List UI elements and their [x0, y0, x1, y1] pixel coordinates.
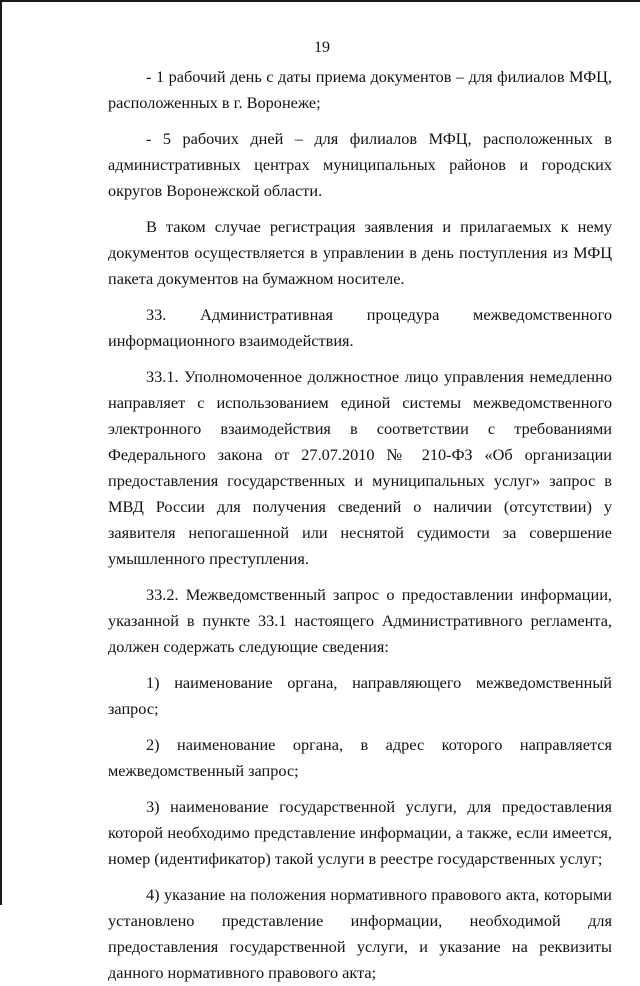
- list-item-3: 3) наименование государственной услуги, для предоставления которой необходимо представление информации, а также, если имеется, номер (идентификатор) такой услуги в реестре государственных услуг;: [108, 797, 612, 868]
- list-item-1: 1) наименование органа, направляющего межведомственный запрос;: [108, 673, 612, 718]
- paragraph-deadline-voronezh: - 1 рабочий день с даты приема документов – для филиалов МФЦ, расположенных в г. Воронеже;: [108, 67, 612, 112]
- paragraph-deadline-districts: - 5 рабочих дней – для филиалов МФЦ, расположенных в административных центрах муниципальных районов и городских округов Воронежской области.: [108, 129, 612, 200]
- paragraph-section-33: 33. Административная процедура межведомственного информационного взаимодействия.: [108, 305, 612, 350]
- paragraph-33-2: 33.2. Межведомственный запрос о предоставлении информации, указанной в пункте 33.1 настоящего Административного регламента, должен содержать следующие сведения:: [108, 585, 612, 656]
- paragraph-registration: В таком случае регистрация заявления и прилагаемых к нему документов осуществляется в управлении в день поступления из МФЦ пакета документов на бумажном носителе.: [108, 217, 612, 288]
- page-number: 19: [314, 39, 330, 56]
- list-item-4: 4) указание на положения нормативного правового акта, которыми установлено представление информации, необходимой для предоставления государственной услуги, и указание на реквизиты данного нормативного правового акта;: [108, 885, 612, 982]
- paragraph-33-1: 33.1. Уполномоченное должностное лицо управления немедленно направляет с использованием единой системы межведомственного электронного взаимодействия в соответствии с требованиями Федерального закона от 27.07.2010 № 210-ФЗ «Об организации предоставления государственных и муниципальных услуг» запрос в МВД России для получения сведений о наличии (отсутствии) у заявителя непогашенной или неснятой судимости за совершение умышленного преступления.: [108, 367, 612, 568]
- list-item-2: 2) наименование органа, в адрес которого направляется межведомственный запрос;: [108, 735, 612, 780]
- document-body: [108, 64, 612, 986]
